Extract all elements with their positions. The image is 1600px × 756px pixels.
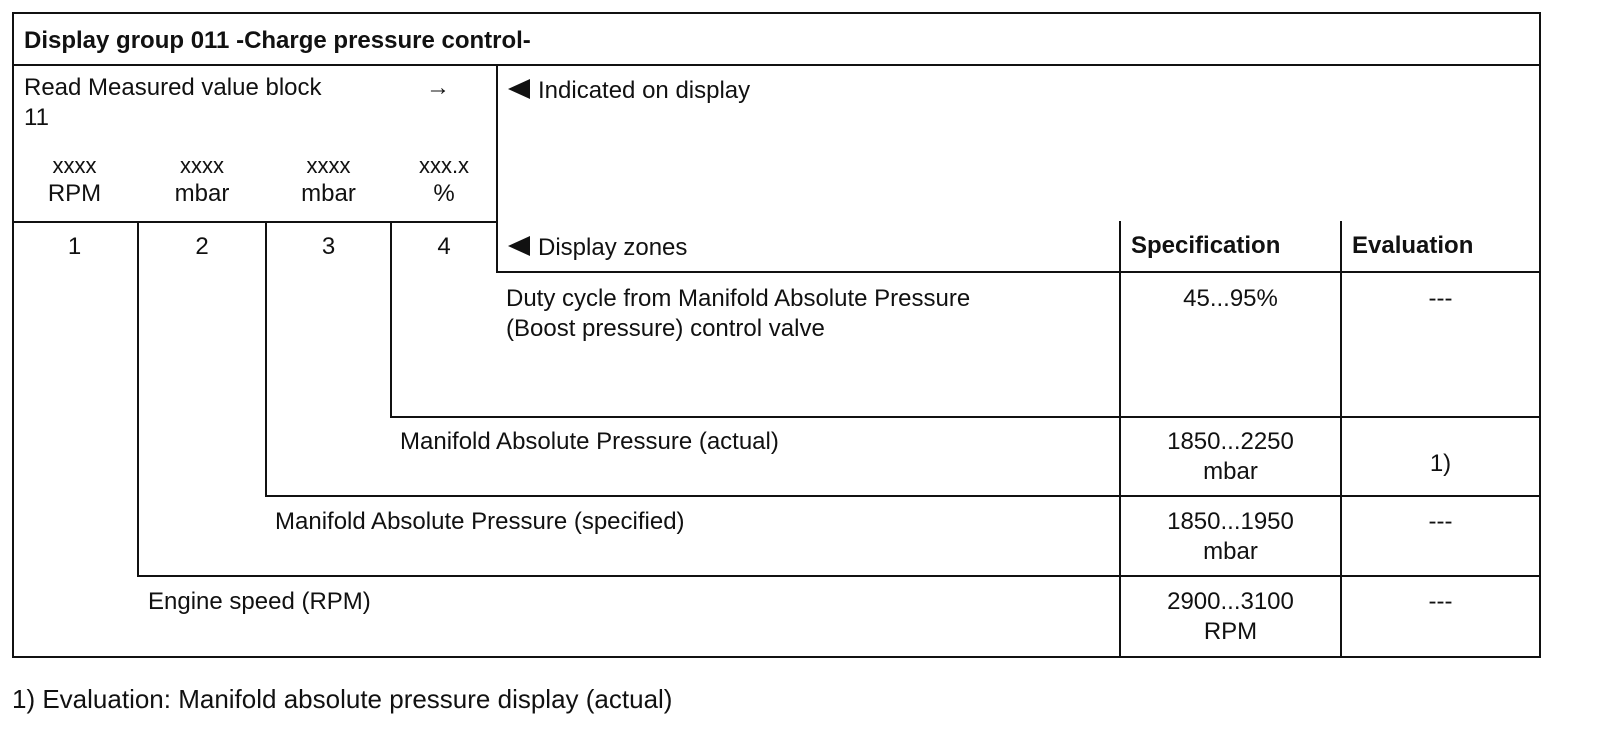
row-map-actual-desc: Manifold Absolute Pressure (actual) [400, 428, 779, 455]
indicated-label [508, 76, 750, 106]
triangle-left-icon [508, 236, 530, 256]
row-duty-cycle-spec: 45...95% [1183, 285, 1278, 312]
row-engine-speed-desc: Engine speed (RPM) [148, 588, 371, 615]
arrow-right-icon: → [426, 74, 450, 101]
row-map-specified-desc: Manifold Absolute Pressure (specified) [275, 508, 685, 535]
read-block-number: 11 [24, 104, 49, 131]
footnote: 1) Evaluation: Manifold absolute pressure display (actual) [12, 684, 673, 714]
field-1 [12, 153, 137, 209]
field-4 [392, 153, 496, 209]
table-title: Display group 011 -Charge pressure control- [24, 27, 531, 54]
row-map-specified-spec-2: mbar [1203, 538, 1258, 565]
display-zones-label [508, 233, 687, 263]
triangle-left-icon [508, 79, 530, 99]
zone-number-2: 2 [195, 233, 209, 260]
row-engine-speed-spec-2: RPM [1203, 618, 1258, 645]
row-map-actual-eval: 1) [1429, 450, 1452, 477]
row-map-actual-spec-2: mbar [1203, 458, 1258, 485]
evaluation-header: Evaluation [1352, 232, 1474, 259]
indicated-label-text: Indicated on display [538, 77, 751, 104]
field-2-unit: mbar [174, 180, 230, 207]
zone-number-1: 1 [67, 233, 82, 260]
field-3-unit: mbar [301, 180, 356, 207]
row-map-actual-spec-1: 1850...2250 [1167, 428, 1294, 455]
row-engine-speed-spec-1: 2900...3100 [1167, 588, 1294, 615]
row-map-actual-spec [1121, 427, 1340, 487]
field-3 [267, 153, 390, 209]
field-2-value: xxxx [180, 153, 224, 178]
field-2 [139, 153, 265, 209]
read-block-label: Read Measured value block [24, 74, 322, 101]
display-zones-text: Display zones [538, 234, 688, 261]
zone-number-3: 3 [321, 233, 336, 260]
row-engine-speed-eval: --- [1428, 588, 1453, 615]
field-3-value: xxxx [306, 153, 351, 178]
field-4-value: xxx.x [418, 153, 470, 178]
row-duty-cycle-desc-1: Duty cycle from Manifold Absolute Pressure [506, 285, 971, 312]
row-map-specified-eval: --- [1428, 508, 1453, 535]
field-1-value: xxxx [52, 153, 97, 178]
field-4-unit: % [433, 180, 455, 207]
row-map-specified-spec-1: 1850...1950 [1167, 508, 1294, 535]
specification-header: Specification [1131, 232, 1281, 259]
field-1-unit: RPM [47, 180, 102, 207]
zone-number-4: 4 [437, 233, 451, 260]
row-map-specified-spec [1121, 507, 1340, 567]
row-duty-cycle-desc-2: (Boost pressure) control valve [506, 315, 825, 342]
row-engine-speed-spec [1121, 587, 1340, 647]
row-duty-cycle-eval: --- [1428, 285, 1453, 312]
